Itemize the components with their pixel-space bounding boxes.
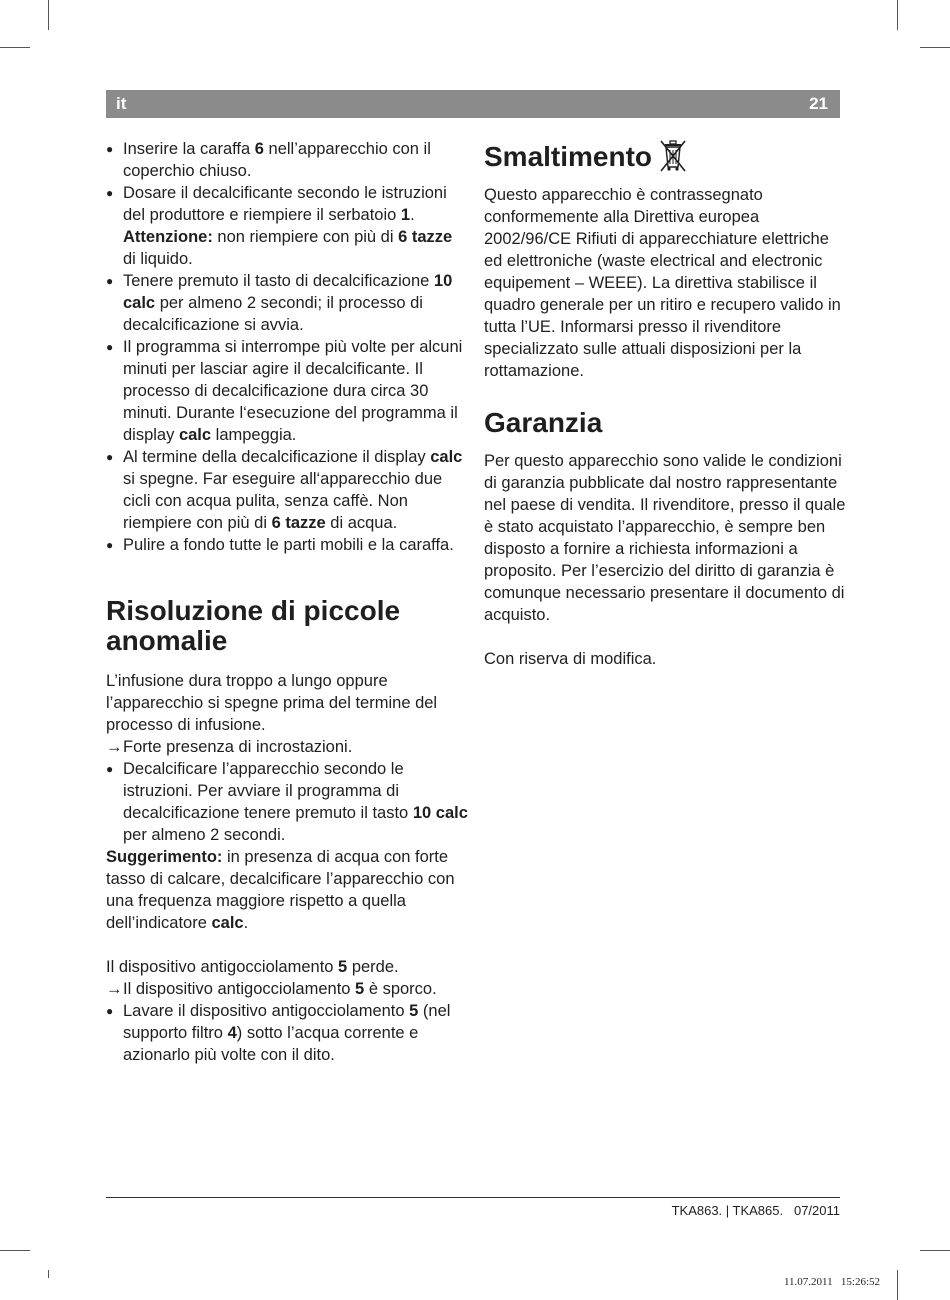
text-run: Al termine della decalcificazione il display xyxy=(123,448,431,466)
bold-text-run: 1 xyxy=(400,206,411,224)
language-code: it xyxy=(116,94,127,113)
text-run: Decalcificare l’apparecchio secondo le istruzioni. Per avviare il programma di decalcificazione tenere premuto il tasto xyxy=(123,760,413,822)
bold-text-run: Attenzione: xyxy=(123,228,213,246)
bold-text-run: calc xyxy=(430,448,463,466)
disposal-text: Questo apparecchio è contrassegnato conformemente alla Direttiva europea 2002/96/CE Rifiuti di apparecchiature elettriche ed elettroniche (waste electrical and electronic equipement – WEEE). La direttiva stabilisce il quadro generale per un ritiro e recupero valido in tutta l’UE. Informarsi presso il rivenditore specializzato sulle attuali disposizioni per la rottamazione. xyxy=(484,186,841,380)
text-run: Il dispositivo antigocciolamento xyxy=(123,980,356,998)
reservation-note: Con riserva di modifica. xyxy=(484,650,657,668)
text-run: in presenza di acqua con forte tasso di calcare, decalcificare l’apparecchio con una frequenza maggiore rispetto a quella dell’indicatore xyxy=(106,848,455,932)
arrow-icon: → xyxy=(106,738,123,756)
text-run: Lavare il dispositivo antigocciolamento xyxy=(123,1002,410,1020)
text-run: perde. xyxy=(347,958,399,976)
text-run: è sporco. xyxy=(364,980,437,998)
bold-text-run: calc xyxy=(211,914,244,932)
cause-line xyxy=(106,978,468,1000)
bold-text-run: 6 tazze xyxy=(271,514,326,532)
text-run: Il programma si interrompe più volte per alcuni minuti per lasciar agire il decalcificante. Il processo di decalcificazione dura circa 30 minuti. Durante l‘esecuzione del programma il display xyxy=(123,338,463,444)
print-timestamp: 11.07.2011 15:26:52 xyxy=(783,1276,880,1288)
list-item xyxy=(106,182,468,270)
crop-mark xyxy=(0,47,30,48)
cause-line xyxy=(106,736,468,758)
crop-mark xyxy=(0,1250,30,1251)
attention-note xyxy=(123,228,452,268)
crop-mark xyxy=(897,1270,898,1300)
text-run: ) sotto l’acqua corrente e azionarlo più volte con il dito. xyxy=(123,1024,419,1064)
arrow-icon: → xyxy=(106,980,123,998)
footer-date: 07/2011 xyxy=(793,1203,840,1218)
text-run: Pulire a fondo tutte le parti mobili e la caraffa. xyxy=(123,536,454,554)
remedy-list xyxy=(106,758,468,846)
crop-mark xyxy=(48,0,49,30)
bold-text-run: 5 xyxy=(338,958,348,976)
text-run: Tenere premuto il tasto di decalcificazione xyxy=(123,272,434,290)
bold-text-run: 6 tazze xyxy=(398,228,453,246)
list-item xyxy=(106,336,468,446)
bold-text-run: 10 calc xyxy=(412,804,468,822)
list-item xyxy=(106,138,468,182)
model-numbers: TKA863. | TKA865. xyxy=(671,1203,784,1218)
text-run: nell’apparecchio con il coperchio chiuso. xyxy=(123,140,431,180)
disposal-heading xyxy=(484,138,846,172)
text-run: di acqua. xyxy=(325,514,398,532)
footer-divider xyxy=(106,1197,840,1198)
bold-text-run: 5 xyxy=(355,980,365,998)
bold-text-run: calc xyxy=(178,426,212,444)
page-header-bar xyxy=(106,90,840,118)
text-run: si spegne. Far eseguire all‘apparecchio due cicli con acqua pulita, senza caffè. Non riempiere con più di xyxy=(123,470,443,532)
text-run: non riempiere con più di xyxy=(212,228,399,246)
list-item-text xyxy=(123,184,447,224)
crop-mark xyxy=(920,47,950,48)
text-run: lampeggia. xyxy=(211,426,297,444)
list-item xyxy=(106,446,468,534)
remedy-list xyxy=(106,1000,468,1066)
text-run: . xyxy=(243,914,249,932)
left-column xyxy=(106,138,468,1066)
list-item xyxy=(106,534,468,556)
list-item xyxy=(106,758,468,846)
text-run: Inserire la caraffa xyxy=(123,140,255,158)
crop-mark xyxy=(48,1270,49,1278)
list-item xyxy=(106,270,468,336)
tip-paragraph xyxy=(106,846,468,934)
text-run: . xyxy=(410,206,415,224)
bold-text-run: 5 xyxy=(409,1002,419,1020)
troubleshooting-heading: Risoluzione di piccole anomalie xyxy=(106,595,401,656)
warranty-heading: Garanzia xyxy=(484,407,603,438)
bold-text-run: 10 calc xyxy=(123,272,453,312)
text-run: per almeno 2 secondi. xyxy=(123,826,286,844)
warranty-text: Per questo apparecchio sono valide le condizioni di garanzia pubblicate dal nostro rappresentante nel paese di vendita. Il rivenditore, presso il quale è stato acquistato l’apparecchio, è sempre ben disposto a fornire a richiesta informazioni a proposito. Per l’esercizio del diritto di garanzia è comunque necessario presentare il documento di acquisto. xyxy=(484,452,846,624)
problem-description xyxy=(106,956,468,978)
text-run: di liquido. xyxy=(123,250,193,268)
text-run: (nel supporto filtro xyxy=(123,1002,451,1042)
bold-text-run: 6 xyxy=(254,140,264,158)
crop-mark xyxy=(897,0,898,30)
cause-text: Forte presenza di incrostazioni. xyxy=(123,738,353,756)
right-column xyxy=(484,138,846,670)
cause-text xyxy=(123,980,437,998)
page-number: 21 xyxy=(809,94,828,113)
disposal-title: Smaltimento xyxy=(484,141,653,172)
text-run: per almeno 2 secondi; il processo di decalcificazione si avvia. xyxy=(123,294,423,334)
text-run: Il dispositivo antigocciolamento xyxy=(106,958,339,976)
crossed-out-bin-icon xyxy=(658,138,688,172)
problem-description: L’infusione dura troppo a lungo oppure l’apparecchio si spegne prima del termine del processo di infusione. xyxy=(106,672,438,734)
bold-text-run: 4 xyxy=(227,1024,237,1042)
list-item xyxy=(106,1000,468,1066)
crop-mark xyxy=(920,1250,950,1251)
footer-reference xyxy=(672,1203,840,1218)
bold-text-run: Suggerimento: xyxy=(106,848,223,866)
descaling-steps-list xyxy=(106,138,468,556)
text-run: Dosare il decalcificante secondo le istruzioni del produttore e riempiere il serbatoio xyxy=(123,184,447,224)
